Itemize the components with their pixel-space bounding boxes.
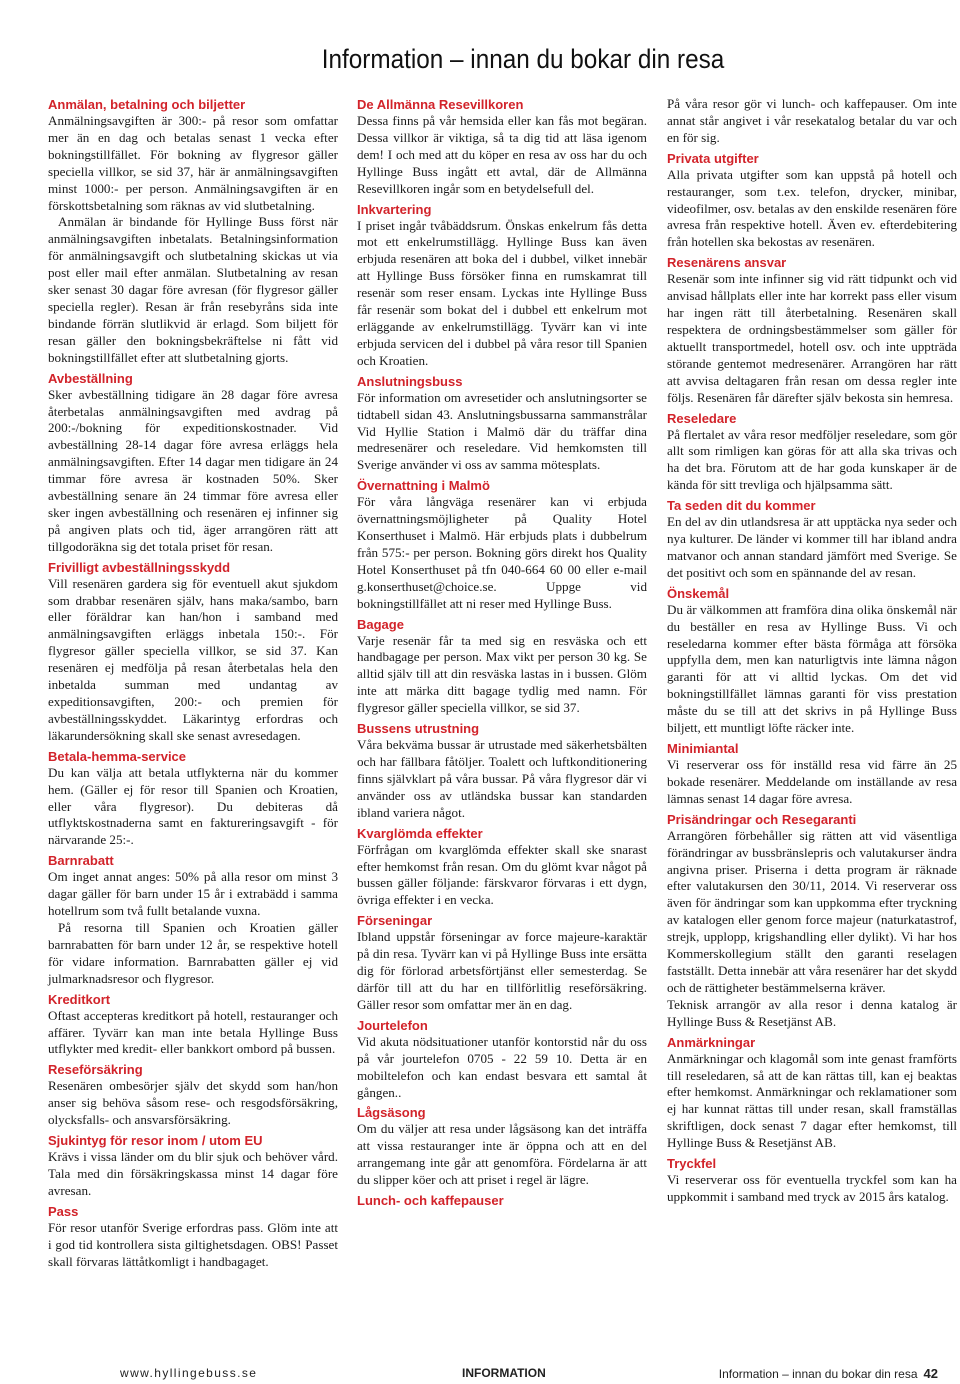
section-paragraph: För våra långväga resenärer kan vi erbjuda övernattningsmöjligheter på Quality Hotel Konserthuset i Malmö. Här erbjuds plats i dubbelrum från 575:- per person. Bokning görs direkt hos Quality Hotel Konserthuset på tfn 040-664 60 00 eller e-mail g.konserthuset@choice.se. Uppge vid bokningstillfället att ni reser med Hyllinge Buss.	[357, 494, 647, 611]
section-heading: Betala-hemma-service	[48, 748, 187, 764]
section-heading: De Allmänna Resevillkoren	[357, 97, 524, 112]
section-paragraph: Oftast accepteras kreditkort på hotell, restauranger och affärer. Tyvärr kan man inte betala Hyllinge Buss utflykter med kredit- eller bankkort ombord på bussen.	[48, 1007, 338, 1057]
section-paragraph: Du kan välja att betala utflykterna när du kommer hem. (Gäller ej för resor till Spanien och Kroatien, eller våra flygresor). Du debiteras då utflyktskostnaderna samt en faktureringsavgift - för närvarande 25:-.	[48, 764, 338, 848]
section	[667, 1034, 957, 1152]
section-paragraph: Teknisk arrangör av alla resor i denna katalog är Hyllinge Buss & Resetjänst AB.	[667, 996, 957, 1029]
section-heading: Tryckfel	[667, 1156, 717, 1172]
section	[357, 616, 647, 718]
footer-website-link[interactable]: www.hyllingebuss.se	[120, 1366, 258, 1380]
section-paragraph: Arrangören förbehåller sig rätten att vid väsentliga förändringar av bussbränslepris och valutakurser ändra angivna priser. Priserna i detta program är räknade efter valutakursen den 30/11, 2014. Vi reserverar oss även för ändringar som kan uppkomma efter tryckning av katalogen eller genom force majeur (naturkatastrof, strejk, upplopp, krigshandling eller dylikt). Vi har hos Kommerskollegium ställt den garanti reselagen fastställt. Detta innebär att våra resenärer har det skydd och de rättigheter bestämmelserna kräver.	[667, 827, 957, 995]
section-heading: Barnrabatt	[48, 853, 114, 869]
section-heading: Anmälan, betalning och biljetter	[48, 97, 246, 112]
section	[48, 1132, 338, 1200]
section-paragraph: Vi reserverar oss för eventuella tryckfel som kan ha uppkommit i samband med tryck av 2015 års katalog.	[667, 1172, 957, 1204]
section	[48, 991, 338, 1059]
section	[667, 1155, 957, 1206]
section-heading: Reseledare	[667, 410, 737, 426]
section	[357, 201, 647, 370]
section	[667, 811, 957, 1031]
section-heading: Anmärkningar	[667, 1034, 756, 1050]
section-heading: Önskemål	[667, 585, 730, 601]
section	[357, 96, 647, 198]
section	[357, 1104, 647, 1189]
section-paragraph: En del av din utlandsresa är att upptäcka nya seder och nya kulturer. De länder vi kommer till har ibland andra matvanor och annan standard jämfört med Sverige. Se det positivt och som en spännande del av resan.	[667, 514, 957, 580]
section-paragraph: Dessa finns på vår hemsida eller kan fås mot begäran. Dessa villkor är viktiga, så ta dig tid att läsa igenom dem! I och med att du köper en resa av oss har du och Hyllinge Buss ingått ett avtal, där de Allmänna Resevillkoren ingår som en betydelsefull del.	[357, 113, 647, 196]
section-paragraph: Resenär som inte infinner sig vid rätt tidpunkt och vid anvisad hållplats eller inte har korrekt pass eller visum har ingen rätt till återbetalning. Resenären skall respektera de ordningsbestämmelser som gäller för aktuellt transportmedel, hotell osv. och inte uppträda störande gentemot medresenärer. Arrangören har rätt att avvisa deltagaren från resan om dessa regler inte följs. Resenären får därefter själv bekosta sin hemresa.	[667, 271, 957, 405]
section	[48, 852, 338, 987]
section-heading: Privata utgifter	[667, 150, 759, 166]
section	[667, 497, 957, 582]
section-paragraph: Om inget annat anges: 50% på alla resor om minst 3 dagar gäller för barn under 15 år i extrabädd i samma hotellrum som två fullt betalande vuxna.	[48, 869, 338, 919]
section-paragraph: Ibland uppstår förseningar av force majeure-karaktär på din resa. Tyvärr kan vi på Hyllinge Buss inte ersätta dig för förlorad arbetsförtjänst eller semesterdag. Se därför till att du har en tillförlitlig reseförsäkring. Gäller resor som omfattar mer än en dag.	[357, 929, 647, 1012]
section-paragraph: För resor utanför Sverige erfordras pass. Glöm inte att i god tid kontrollera sista giltighetsdagen. OBS! Passet skall förvaras lättåtkomligt i handbagaget.	[48, 1219, 338, 1269]
section-paragraph: Vi reserverar oss för inställd resa vid färre än 25 bokade resenärer. Meddelande om inställande av resa lämnas senast 14 dagar före avresa.	[667, 757, 957, 806]
section-heading: Lunch- och kaffepauser	[357, 1193, 504, 1209]
section	[357, 720, 647, 822]
section	[48, 559, 338, 745]
section	[357, 912, 647, 1014]
section-heading: Prisändringar och Resegaranti	[667, 811, 857, 827]
section	[48, 748, 338, 850]
section	[357, 825, 647, 910]
section-heading: Ta seden dit du kommer	[667, 498, 816, 514]
section-heading: Övernattning i Malmö	[357, 478, 490, 494]
section	[667, 410, 957, 495]
section-paragraph: På resorna till Spanien och Kroatien gäller barnrabatten för barn under 12 år, se respektive hotell för vidare information. Barnrabatten gäller ej vid julmarknadsresor och flygresor.	[48, 919, 338, 986]
section	[357, 1017, 647, 1102]
footer-section-label: INFORMATION	[462, 1366, 546, 1380]
section-paragraph: Sker avbeställning tidigare än 28 dagar före avresa återbetalas anmälningsavgiften med avdrag på 200:-/bokning för expeditionskostnader. Vid avbeställning 28-14 dagar före avresa erläggs hela anmälningsavgiften. Efter 14 dagar men tidigare än 24 timmar före avresa är kostnaden 50%. Sker avbeställning senare än 24 timmar före avresa eller sker ingen avbeställning och resenären ej infinner sig på angiven plats och tid, äger arrangören rätt att tillgodoräkna sig det totala priset för resan.	[48, 386, 338, 554]
section	[667, 740, 957, 808]
section-heading: Kvarglömda effekter	[357, 825, 483, 841]
section-paragraph: Alla privata utgifter som kan uppstå på hotell och restauranger, som t.ex. telefon, drycker, minibar, videofilmer, osv. betalas av den enskilde resenären före avresa från respektive hotell. Även ev. efterdebitering från hotellen ska bekostas av resenären.	[667, 166, 957, 250]
section-paragraph: Resenären ombesörjer själv det skydd som han/hon anser sig behöva såsom rese- och resgodsförsäkring, olycksfalls- och ansvarsförsäkring.	[48, 1078, 338, 1128]
page-title: Information – innan du bokar din resa	[321, 44, 724, 74]
section	[357, 1192, 647, 1209]
section-paragraph: Du är välkommen att framföra dina olika önskemål när du beställer en resa av Hyllinge Buss. Vi och reseledarna kommer efter bästa förmåga att försöka uppfylla dem, men kan naturligtvis inte lämna någon garanti för att vi alltid lyckas. Om det vid bokningstillfället lämnas garanti för viss prestation måste du se till att det skrivs in på Hyllinge Buss biljett, ett muntligt löfte räcker inte.	[667, 601, 957, 736]
section-paragraph: På våra resor gör vi lunch- och kaffepauser. Om inte annat står angivet i vår resekatalog betalar du var och en för sig.	[667, 96, 957, 145]
footer-title-text: Information – innan du bokar din resa	[718, 1367, 918, 1381]
section-heading: Förseningar	[357, 913, 433, 929]
section	[667, 96, 957, 147]
page-number: 42	[923, 1366, 938, 1381]
section	[357, 373, 647, 475]
section-heading: Frivilligt avbeställningsskydd	[48, 559, 231, 575]
section-heading: Sjukintyg för resor inom / utom EU	[48, 1133, 263, 1149]
section	[357, 477, 647, 612]
section-paragraph: Anmälan är bindande för Hyllinge Buss först när anmälningsavgiften inbetalats. Betalningsinformation för anmälningsavgift och slutbetalning skickas ut via post eller mail efter anmälan. Slutbetalning av resan sker senast 30 dagar före avresan (för flygresor gäller speciella regler). Resan är från resebyråns sida inte bindande förrän slutlikvid är erlagd. Som biljett för resan gäller den bokningsbekräftelse ni fått vid bokningstillfället efter att slutbetalning gjorts.	[48, 214, 338, 365]
section-heading: Kreditkort	[48, 991, 111, 1007]
section-paragraph: I priset ingår tvåbäddsrum. Önskas enkelrum fås detta mot ett enkelrumstillägg. Hyllinge Buss kan även erbjuda resenären att boka del i dubbel, vilket innebär att Hyllinge Buss försöker finna en rumskamrat till resenär som reser ensam. Lyckas inte Hyllinge Buss får resenär som bokat del i dubbel ett enkelrum mot erläggande av enkelrumstillägg. Tyvärr kan vi inte erbjuda servicen del i dubbel på våra resor till Spanien och Kroatien.	[357, 217, 647, 368]
section	[667, 585, 957, 737]
text-column-3	[667, 96, 957, 1209]
section-heading: Bussens utrustning	[357, 721, 480, 737]
section-heading: Anslutningsbuss	[357, 373, 463, 389]
text-column-2	[357, 96, 647, 1212]
section-paragraph: Krävs i vissa länder om du blir sjuk och behöver vård. Tala med din försäkringskassa minst 14 dagar före avresan.	[48, 1149, 338, 1198]
section-heading: Reseförsäkring	[48, 1062, 143, 1078]
section-paragraph: Varje resenär får ta med sig en resväska och ett handbagage per person. Max vikt per person 30 kg. Se alltid själv till att din resväska lastas in i bussen. Glöm inte att märka ditt bagage tydlig med namn. För flygresor gäller speciella villkor, se sid 37.	[357, 632, 647, 716]
section-heading: Jourtelefon	[357, 1017, 428, 1033]
text-column-1	[48, 96, 338, 1273]
section-paragraph: Anmälningsavgiften är 300:- på resor som omfattar mer än en dag och betalas senast 1 vecka efter bokningstillfället. För bokning av flygresor gäller speciella villkor, se sid 37, här är anmälningsavgiften minst 1000:- per person. Anmälningsavgiften är en förskottsbetalning som räknas av vid slutbetalning.	[48, 113, 338, 213]
section-paragraph: Vid akuta nödsituationer utanför kontorstid når du oss på vår jourtelefon 0705 - 22 59 10. Detta är en mobiltelefon och kan endast besvara ett samtal åt gången..	[357, 1033, 647, 1100]
section-heading: Bagage	[357, 616, 404, 632]
section-heading: Pass	[48, 1203, 79, 1219]
section	[48, 96, 338, 367]
section-paragraph: Anmärkningar och klagomål som inte genast framförts till reseledaren, så att de kan rättas till, kan ej beaktas efter hemkomst. Anmärkningar och reklamationer som ej har kunnat rättas till under resan, skall framställas skriftligen, dock senast 7 dagar efter hemkomst, till Hyllinge Buss & Resetjänst AB.	[667, 1050, 957, 1151]
section-heading: Minimiantal	[667, 741, 739, 756]
section-heading: Inkvartering	[357, 201, 432, 217]
section-heading: Lågsäsong	[357, 1105, 426, 1121]
section-heading: Avbeställning	[48, 370, 133, 386]
section-paragraph: På flertalet av våra resor medföljer reseledare, som gör allt som rimligen kan göras för att alla ska trivas och ha det bra. Förutom att de har goda kunskaper är de kända för sitt trevliga och hjälpsamma sätt.	[667, 426, 957, 493]
section-paragraph: För information om avresetider och anslutningsorter se tidtabell sidan 43. Anslutningsbussarna sammanstrålar Vid Hyllie Station i Malmö där du träffar dina medresenärer och reseledare. Vid hemkomsten till Sverige använder vi oss av samma mötesplats.	[357, 389, 647, 473]
section	[48, 370, 338, 556]
section	[48, 1203, 338, 1271]
section-paragraph: Om du väljer att resa under lågsäsong kan det inträffa att vissa restauranger inte är öppna och att en del arrangemang inte går att genomföra. Fördelarna är att du slipper köer och att priset i regel är lägre.	[357, 1121, 647, 1188]
section-heading: Resenärens ansvar	[667, 255, 787, 271]
section	[667, 254, 957, 406]
section-paragraph: Vill resenären gardera sig för eventuell akut sjukdom som drabbar resenären själv, hans maka/sambo, barn eller föräldrar kan han/hon i samband med anmälningsavgiften erläggs inbetala 150:-. För flygresor gäller speciella villkor, se sid 37. Kan resenären ej medfölja på resan återbetalas hela den inbetalda summan med undantag av expeditionsavgiften, 200:- och premien för avbeställningsskyddet. Läkarintyg erfordras och läkarundersökning skall ske senast avresedagen.	[48, 575, 338, 743]
section-paragraph: Våra bekväma bussar är utrustade med säkerhetsbälten och har fällbara fåtöljer. Toalett och luftkonditionering finns självklart på våra bussar. På våra flygresor där vi använder oss av utländska bussar kan standarden ibland variera något.	[357, 737, 647, 820]
section	[48, 1061, 338, 1129]
section	[667, 150, 957, 252]
footer-running-title	[719, 1366, 938, 1381]
section-paragraph: Förfrågan om kvarglömda effekter skall ske snarast efter hemkomst från resan. Om du glömt kvar något på bussen gäller följande: färskvaror förvaras i ett dygn, övriga effekter i en vecka.	[357, 841, 647, 908]
